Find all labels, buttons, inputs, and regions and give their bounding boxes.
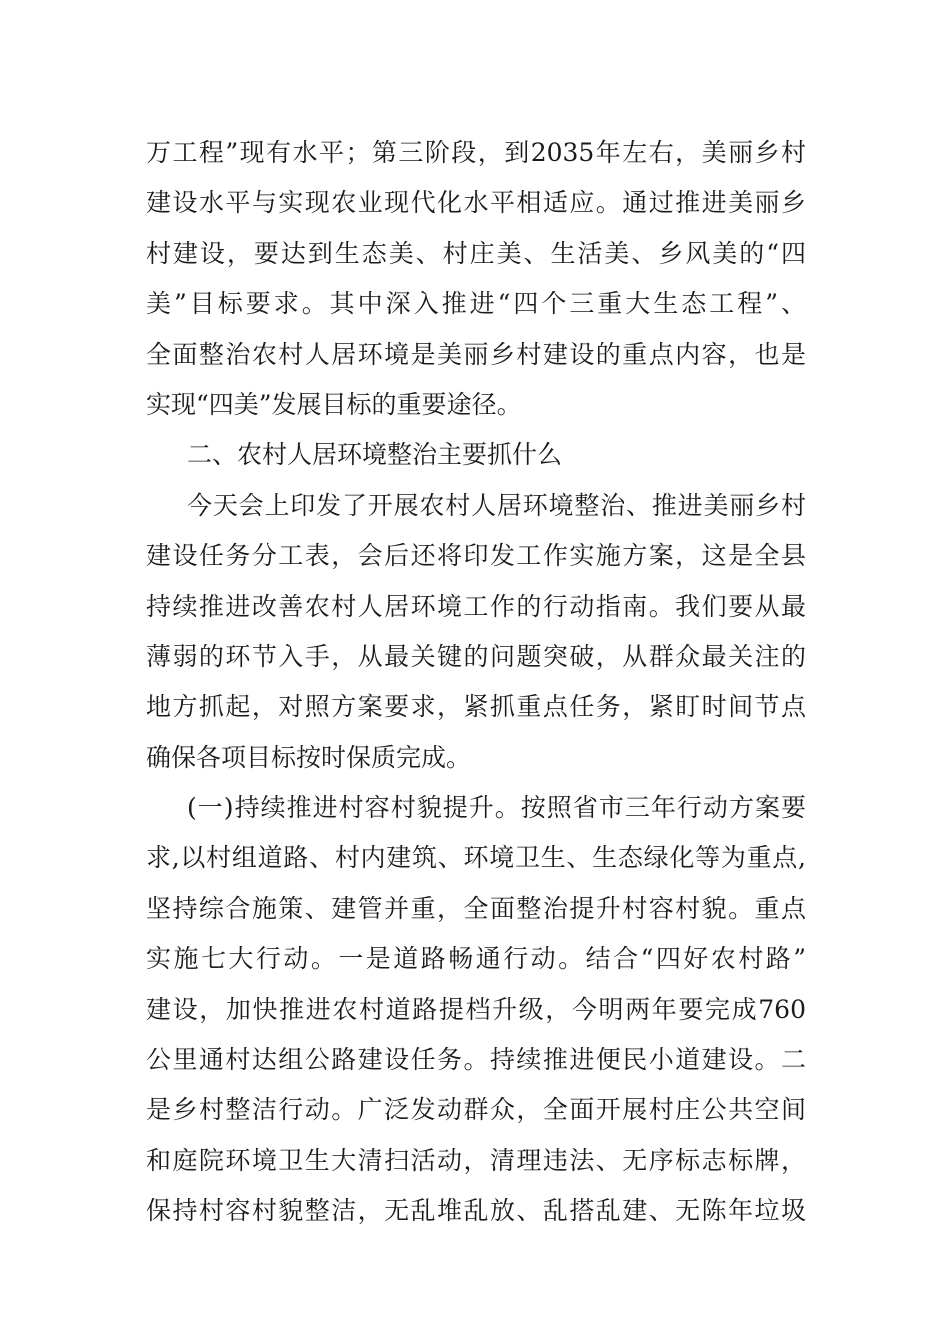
- text-line: 薄弱的环节入手，从最关键的问题突破，从群众最关注的: [146, 641, 806, 671]
- body-text: [146, 128, 806, 1237]
- text-line: 建设水平与实现农业现代化水平相适应。通过推进美丽乡: [146, 188, 806, 218]
- text-line: (一)持续推进村容村貌提升。按照省市三年行动方案要: [187, 793, 806, 823]
- text-line: 实现“四美”发展目标的重要途径。: [146, 389, 522, 419]
- text-line: 万工程”现有水平；第三阶段，到2035年左右，美丽乡村: [146, 138, 806, 167]
- text-line: 地方抓起，对照方案要求，紧抓重点任务，紧盯时间节点: [146, 692, 806, 722]
- text-line: 美”目标要求。其中深入推进“四个三重大生态工程”、: [146, 289, 806, 319]
- text-line: 求,以村组道路、村内建筑、环境卫生、生态绿化等为重点,: [146, 843, 806, 873]
- text-line: 公里通村达组公路建设任务。持续推进便民小道建设。二: [146, 1045, 806, 1075]
- text-line: 全面整治农村人居环境是美丽乡村建设的重点内容，也是: [146, 339, 806, 369]
- text-line: 建设，加快推进农村道路提档升级，今明两年要完成760: [146, 994, 806, 1024]
- text-line: 今天会上印发了开展农村人居环境整治、推进美丽乡村: [187, 490, 806, 520]
- text-line: 村建设，要达到生态美、村庄美、生活美、乡风美的“四: [146, 238, 806, 268]
- text-line: 和庭院环境卫生大清扫活动，清理违法、无序标志标牌，: [146, 1145, 806, 1175]
- text-line: 是乡村整洁行动。广泛发动群众，全面开展村庄公共空间: [146, 1095, 806, 1125]
- text-line: 实施七大行动。一是道路畅通行动。结合“四好农村路”: [146, 944, 806, 974]
- text-line: 确保各项目标按时保质完成。: [146, 742, 472, 772]
- text-line: 坚持综合施策、建管并重，全面整治提升村容村貌。重点: [146, 893, 806, 923]
- text-line: 持续推进改善农村人居环境工作的行动指南。我们要从最: [146, 591, 806, 621]
- text-line: 二、农村人居环境整治主要抓什么: [187, 440, 563, 470]
- text-line: 建设任务分工表，会后还将印发工作实施方案，这是全县: [146, 541, 806, 571]
- text-line: 保持村容村貌整洁，无乱堆乱放、乱搭乱建、无陈年垃圾: [146, 1196, 806, 1226]
